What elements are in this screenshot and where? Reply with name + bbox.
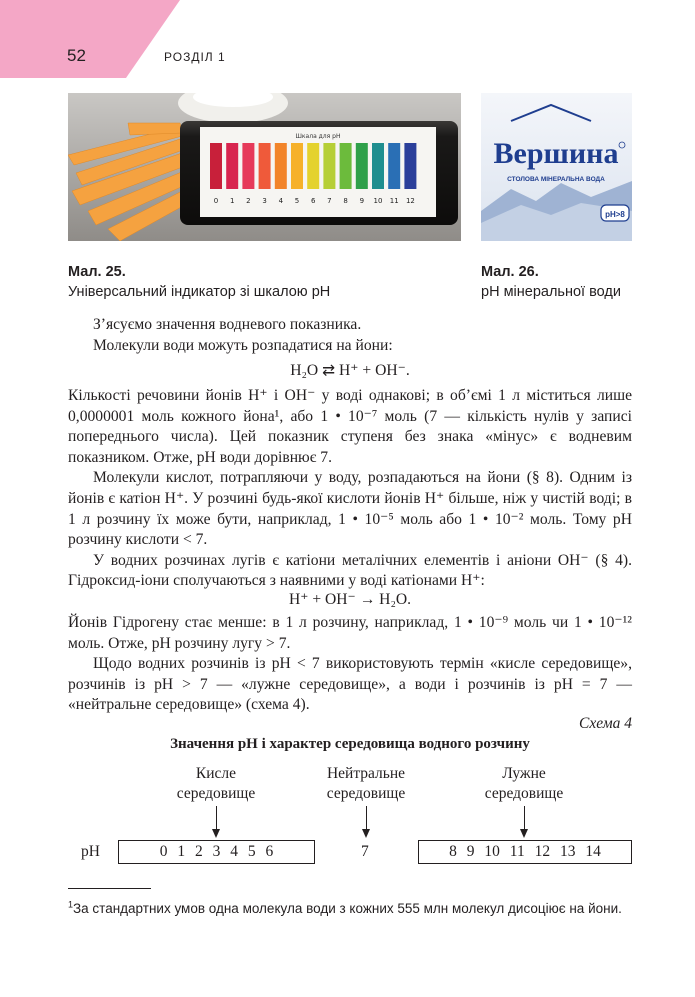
ph-badge-text: pH>8 [605,210,625,219]
ph-scale-number: 3 [262,197,267,205]
ph-color-swatch [291,143,303,189]
ph-scale-number: 11 [389,197,399,205]
figure-25-caption [68,262,330,302]
mineral-water-photo [481,93,632,241]
ph-color-swatch [340,143,352,189]
neutral-arrowhead [362,829,370,838]
brand-name: Вершина [493,137,619,170]
section-title: РОЗДІЛ 1 [164,50,226,64]
paragraph-7: Щодо водних розчинів із рН < 7 використовують термін «кисле середовище», розчинів із рН > 7 — «лужне середовище», а води і розчинів із рН = 7 — «нейтральне середовище» (схема 4). [68,655,632,714]
acidic-arrowhead [212,829,220,838]
brand-subtitle: СТОЛОВА МІНЕРАЛЬНА ВОДА [507,176,605,183]
ph-scale-number: 9 [359,197,365,205]
paragraph-3: Кількості речовини йонів H⁺ і OH⁻ у воді однакові; в об’ємі 1 л міститься лише 0,0000001 моль кожного йона¹, або 1 • 10⁻⁷ моль (7 — кількість нулів у записі попереднього числа). Цей показник ступеня без знака «мінус» є водневим показником. Отже, рН води дорівнює 7. [68,387,632,466]
figure-26-caption [481,262,621,302]
alkaline-label: Лужне середовище [484,765,564,802]
ph-color-swatch [372,143,384,189]
ph-scale-number: 8 [343,197,348,205]
paragraph-4: Молекули кислот, потрапляючи у воду, розпадаються на йони (§ 8). Одним із йонів є катіон H⁺. У розчині будь-якої кислоти йонів H⁺ більше, ніж у чистій воді; в 1 л розчину їх може бути, наприклад, 1 • 10⁻⁵ моль або 1 • 10⁻² моль. Тому рН розчину кислоти < 7. [68,469,632,549]
ph-color-swatch [275,143,287,189]
page-number: 52 [67,46,86,65]
ph-scale-number: 1 [229,197,235,205]
paragraph-5: У водних розчинах лугів є катіони металічних елементів і аніони OH⁻ (§ 4). Гідроксид-іони сполучаються з наявними у воді катіонами H⁺: [68,551,632,590]
alkaline-arrowhead [520,829,528,838]
header-corner-shape [0,0,180,78]
conclusion-text [68,613,632,716]
footnote-text: За стандартних умов одна молекула води з кожних 555 млн молекул дисоціює на йони. [73,901,622,916]
equation-neutralization: H⁺ + OH⁻ → H₂O. [288,591,412,608]
equation-water-dissociation: H₂O ⇄ H⁺ + OH⁻. [290,362,410,379]
acidic-label: Кисле середовище [176,765,256,802]
ph-color-swatch [210,143,222,189]
figure-26-label: Мал. 26. [481,264,539,280]
footnote-mark: 1 [68,899,74,910]
intro-text [68,315,632,356]
neutral-arrow [366,806,367,829]
ph-color-swatch [356,143,368,189]
neutral-value: 7 [361,843,369,860]
figure-26-text: рН мінеральної води [481,284,621,300]
ph-color-swatch [323,143,335,189]
footnote [68,899,632,919]
ph-color-swatch [242,143,254,189]
ph-color-swatch [307,143,319,189]
paragraph-6: Йонів Гідрогену стає менше: в 1 л розчину, наприклад, 1 • 10⁻⁹ моль чи 1 • 10⁻¹² моль. Отже, рН розчину лугу > 7. [68,614,632,652]
ph-color-swatch [259,143,271,189]
schema-title: Значення рН і характер середовища водного розчину [170,736,530,752]
footnote-rule [68,888,151,889]
ph-indicator-photo [68,93,461,241]
ph-color-swatch [388,143,400,189]
ph-row-label: рН [81,843,100,860]
alkaline-values-box: 8 9 10 11 12 13 14 [418,840,632,864]
ph-scale-number: 5 [294,197,300,205]
neutral-label: Нейтральне середовище [326,765,406,802]
ph-scale-number: 7 [327,197,332,205]
figure-25-label: Мал. 25. [68,264,126,280]
ph-scale-number: 10 [373,197,383,205]
ph-scale-number: 6 [310,197,316,205]
ph-scale-number: 0 [213,197,219,205]
acidic-values-box: 0 1 2 3 4 5 6 [118,840,315,864]
main-text [68,386,632,592]
ph-color-swatch [226,143,238,189]
ph-scale-number: 2 [246,197,251,205]
schema-label: Схема 4 [579,715,632,732]
scale-title: Шкала для рН [295,133,341,140]
acidic-arrow [216,806,217,829]
figure-25-text: Універсальний індикатор зі шкалою рН [68,284,331,300]
ph-scale-number: 4 [278,197,284,205]
ph-color-swatch [404,143,416,189]
paragraph-2: Молекули води можуть розпадатися на йони: [93,336,393,354]
alkaline-arrow [524,806,525,829]
ph-scale-number: 12 [405,197,415,205]
paragraph-1: З’ясуємо значення водневого показника. [93,316,362,333]
